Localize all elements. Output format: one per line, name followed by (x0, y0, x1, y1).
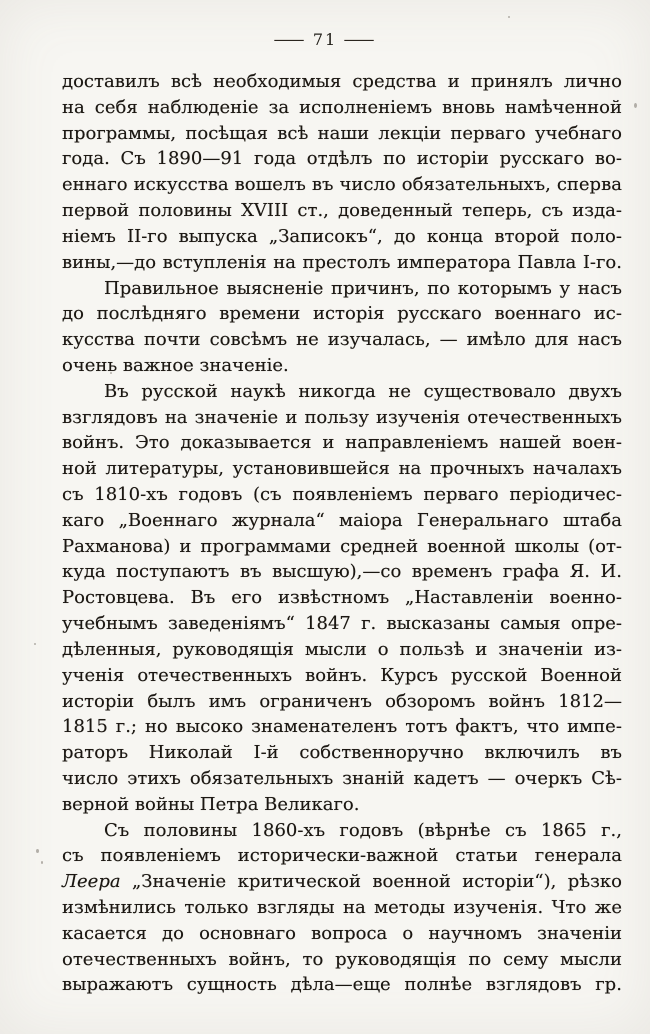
word: годовъ (339, 819, 404, 841)
word: по (468, 948, 492, 970)
word: Сѣ- (591, 767, 622, 789)
running-head (0, 30, 650, 50)
word: „Значеніе (131, 871, 227, 893)
word: временъ (411, 561, 493, 583)
word-run: верной войны Петра Великаго. (62, 793, 360, 815)
word: раторъ (62, 742, 129, 764)
word: отдѣлъ (306, 148, 373, 170)
word: времени (219, 303, 301, 325)
word: кусства (62, 329, 135, 351)
word: всѣ (170, 71, 202, 92)
word: сперва (556, 174, 622, 196)
word: значеніе (194, 406, 279, 428)
word: военно- (549, 587, 622, 609)
word: мысли (304, 638, 367, 660)
scan-speckle (34, 643, 36, 645)
paragraph (62, 278, 622, 381)
text-line (62, 871, 622, 897)
word: собственноручно (299, 742, 464, 764)
text-line (62, 200, 622, 226)
text-line (62, 665, 622, 691)
word: отечественныхъ (467, 406, 622, 428)
word: ніемъ (62, 225, 116, 247)
word: очеркъ (514, 767, 583, 789)
word: и (322, 432, 335, 454)
word: сему (502, 948, 549, 970)
word: престолъ (302, 251, 391, 273)
header-left-dash: — (272, 30, 307, 50)
word: и (475, 638, 488, 660)
word: кадетъ (413, 767, 479, 789)
text-line (62, 97, 622, 123)
word: наши (317, 122, 370, 144)
text-line (62, 226, 622, 252)
word: (от- (588, 535, 622, 557)
text-line (62, 355, 622, 381)
text-line (62, 639, 622, 665)
word: русскаго (499, 148, 585, 170)
word: половины (143, 819, 238, 841)
word: генерала (534, 845, 622, 867)
word: графа (502, 561, 560, 583)
word: воен- (572, 432, 622, 454)
word: установившейся (232, 458, 390, 480)
word: до (393, 225, 416, 247)
word: куда (62, 561, 106, 583)
word: никогда (298, 380, 376, 402)
word: высшую),—со (272, 561, 402, 583)
word: средней (340, 535, 419, 557)
text-line (62, 536, 622, 562)
word: штаба (562, 509, 622, 531)
word: въ (239, 561, 262, 583)
word: на (164, 406, 188, 428)
word: число (62, 767, 119, 789)
word: ограниченъ (259, 690, 372, 712)
word: исторія (312, 303, 385, 325)
text-line (62, 148, 622, 174)
word: высказаны (386, 613, 490, 635)
word: число (339, 174, 396, 196)
word: доведенный (338, 200, 453, 222)
word: Павла (517, 251, 577, 273)
word: по (427, 277, 451, 299)
word: военнаго (494, 303, 582, 325)
word: всѣ (277, 122, 309, 144)
word: включилъ (484, 742, 580, 764)
word: взглядовъ (485, 974, 582, 996)
word: учебнымъ (62, 613, 158, 635)
text-line (62, 845, 622, 871)
word: I-й (253, 742, 279, 764)
word: причинъ, (331, 277, 420, 299)
word: послѣдняго (96, 303, 207, 325)
word: научномъ (428, 922, 522, 944)
text-line (62, 613, 622, 639)
text-block (62, 71, 622, 1000)
word-run: очень важное значеніе. (62, 354, 289, 376)
text-line (62, 794, 622, 820)
word: перваго (423, 484, 499, 505)
word: выясненіе (226, 277, 324, 299)
word: изучалась, (327, 329, 431, 351)
word: каго (62, 509, 105, 531)
word: посѣщая (185, 122, 268, 144)
header-right-dash: — (343, 30, 378, 50)
word: Что (551, 897, 587, 918)
word: 1812— (558, 690, 622, 712)
word: маіора (339, 509, 403, 531)
word: за (268, 96, 290, 118)
word: насъ (577, 277, 622, 299)
word: намѣченной (505, 96, 622, 118)
word: ис- (593, 303, 622, 325)
word: насъ (577, 329, 622, 351)
word: о (377, 638, 389, 660)
word: пользу (304, 406, 369, 428)
word: Ростовцева. (62, 587, 175, 609)
word: Рахманова) (62, 535, 171, 557)
word: русской (450, 664, 528, 686)
word: литературы, (105, 458, 224, 480)
word: совсѣмъ (209, 329, 288, 351)
word: изученія (376, 406, 461, 428)
word: себя (94, 96, 138, 118)
word: русскаго (397, 303, 482, 325)
text-line (62, 123, 622, 149)
word: Николай (148, 742, 233, 764)
text-line (62, 949, 622, 975)
text-line (62, 561, 622, 587)
word: вступленія (162, 251, 267, 273)
word: годовъ (178, 484, 243, 505)
word: лекціи (378, 122, 442, 144)
text-line (62, 174, 622, 200)
word: извѣстномъ (278, 587, 390, 609)
word: же (594, 897, 622, 918)
word: дѣленныя, (62, 638, 162, 660)
word: „Наставленіи (405, 587, 534, 609)
word: изда- (572, 200, 622, 222)
word: обязательныхъ (189, 767, 334, 789)
word: появленіемъ (100, 845, 221, 867)
word: мысли (560, 948, 622, 970)
word: руководящія (335, 948, 457, 970)
word: Курсъ (380, 664, 438, 686)
word: не (296, 329, 319, 351)
word: съ (541, 200, 564, 222)
word: „Военнаго (118, 509, 218, 531)
text-line (62, 303, 622, 329)
scan-speckle (36, 849, 39, 853)
text-line (62, 768, 622, 794)
text-line (62, 923, 622, 949)
word: г.; (115, 716, 137, 738)
word: 1890—91 (156, 148, 244, 170)
word: до (62, 303, 84, 325)
word: ст., (297, 200, 329, 222)
word: еннаго (62, 174, 128, 196)
word: значеніи (537, 922, 622, 944)
word: Съ (104, 819, 130, 841)
text-line (62, 484, 622, 510)
word: программами (200, 535, 332, 557)
scan-speckle (634, 103, 637, 108)
word: второй (494, 225, 560, 247)
word: на (62, 96, 85, 118)
word: обязательныхъ, (401, 174, 551, 196)
word: на (342, 897, 366, 918)
word: тотъ (405, 716, 448, 738)
word: у (559, 277, 571, 299)
word: теперь, (462, 200, 533, 222)
word: И. (600, 561, 622, 583)
word: касается (62, 922, 147, 944)
paragraph (62, 820, 622, 1001)
text-line (62, 587, 622, 613)
word: и (179, 535, 192, 557)
word: (съ (253, 484, 282, 505)
word: „Записокъ“, (268, 225, 383, 247)
word: гр. (595, 974, 622, 996)
word: знаменателенъ (251, 716, 398, 738)
word: съ (505, 819, 527, 841)
word: конца (426, 225, 484, 247)
word: войнъ, (228, 948, 291, 970)
word: отечественныхъ (137, 664, 293, 686)
word: изученія. (453, 897, 544, 918)
word: — (487, 767, 506, 789)
word: Это (135, 432, 170, 454)
paragraph (62, 381, 622, 820)
word: высоко (175, 716, 244, 738)
text-line (62, 974, 622, 1000)
word: исторіи (416, 148, 489, 170)
word: руководящія (172, 638, 294, 660)
word: военной (372, 871, 451, 893)
word: г. (361, 613, 377, 635)
scan-speckle (41, 861, 43, 864)
word: Военной (540, 664, 622, 686)
word: нашей (499, 432, 562, 454)
word: 1860-хъ (251, 819, 326, 841)
word: вины,—до (62, 251, 157, 273)
word: исполненіемъ (299, 96, 433, 118)
word: почти (143, 329, 201, 351)
word: основнаго (199, 922, 296, 944)
text-line (62, 897, 622, 923)
text-line (62, 691, 622, 717)
text-line (62, 458, 622, 484)
text-line (62, 381, 622, 407)
word: то (302, 948, 324, 970)
word: до (162, 922, 184, 944)
word: Генеральнаго (416, 509, 549, 531)
word: имъ (208, 690, 247, 712)
word: сущность (186, 974, 277, 996)
word: вошелъ (234, 174, 306, 196)
word: въ (600, 742, 622, 764)
word: самыя (500, 613, 561, 635)
word: года. (62, 148, 110, 170)
word: выражаютъ (62, 974, 174, 996)
word: методы (374, 897, 445, 918)
word: дѣла—еще (290, 974, 391, 996)
word: 1810-хъ (94, 484, 168, 505)
word: 1865 (540, 819, 587, 841)
paragraph (62, 71, 622, 278)
text-line (62, 742, 622, 768)
word: только (184, 897, 249, 918)
word: наукѣ (230, 380, 286, 402)
word: принялъ (470, 71, 553, 92)
text-line (62, 820, 622, 846)
word: школы (514, 535, 580, 557)
word: I-го. (582, 251, 622, 273)
word: (вѣрнѣе (417, 819, 491, 841)
word: Въ (104, 380, 129, 402)
word: о (402, 922, 414, 944)
word: по (383, 148, 406, 170)
word: обзоромъ (385, 690, 476, 712)
word: — (439, 329, 458, 351)
text-line (62, 329, 622, 355)
text-line (62, 432, 622, 458)
word: этихъ (127, 767, 181, 789)
word: войнъ (488, 690, 545, 712)
word: выпуска (178, 225, 258, 247)
word: из- (594, 638, 622, 660)
word: двухъ (568, 380, 622, 402)
word: импе- (567, 716, 622, 738)
word: г., (601, 819, 622, 841)
word: ной (62, 458, 97, 480)
italic-word: Леера (62, 871, 121, 893)
word: русской (141, 380, 218, 402)
word: войнъ. (62, 432, 125, 454)
word: программы, (62, 122, 177, 144)
word: исторіи“), (462, 871, 557, 893)
word: но (144, 716, 168, 738)
word: и (285, 406, 298, 428)
word: фактъ, (455, 716, 519, 738)
word: появленіемъ (292, 484, 413, 505)
word: года (253, 148, 297, 170)
word: искусства (133, 174, 229, 196)
word: II-го (126, 225, 168, 247)
word: поступаютъ (116, 561, 230, 583)
word: средства (352, 71, 437, 92)
word: учебнаго (535, 122, 622, 144)
word: взгляды (256, 897, 335, 918)
scan-speckle (110, 372, 112, 374)
word: не (388, 380, 412, 402)
word: для (534, 329, 569, 351)
word: полнѣе (404, 974, 473, 996)
word: заведеніямъ“ (168, 613, 295, 635)
word: его (231, 587, 263, 609)
word: былъ (147, 690, 196, 712)
page-number: 71 (312, 30, 338, 49)
word: которымъ (457, 277, 552, 299)
word: 1847 (305, 613, 351, 635)
word: вновь (442, 96, 495, 118)
word: первой (62, 200, 130, 222)
word: во- (594, 148, 622, 170)
word: журнала“ (231, 509, 325, 531)
text-line (62, 71, 622, 97)
scan-speckle (508, 16, 510, 18)
word: имѣло (466, 329, 526, 351)
word: войнъ. (305, 664, 368, 686)
word: измѣнились (62, 897, 176, 918)
word: военной (427, 535, 506, 557)
word: рѣзко (567, 871, 622, 893)
text-line (62, 510, 622, 536)
text-line (62, 716, 622, 742)
word: на (398, 458, 422, 480)
word: Я. (569, 561, 591, 583)
word: началахъ (532, 458, 622, 480)
word: 1815 (62, 716, 108, 738)
word: исторически-важной (237, 845, 439, 867)
word: взглядовъ (62, 406, 158, 428)
word: существовало (423, 380, 556, 402)
word: необходимыя (213, 71, 342, 92)
word: критической (237, 871, 362, 893)
word: прочныхъ (429, 458, 525, 480)
word: съ (62, 484, 84, 505)
word: перваго (450, 122, 526, 144)
word: лично (563, 71, 622, 92)
word: съ (62, 845, 84, 867)
word: императора (397, 251, 511, 273)
text-line (62, 278, 622, 304)
word: въ (311, 174, 334, 196)
word: Въ (190, 587, 216, 609)
word: значеніи (498, 638, 584, 660)
word: доказывается (180, 432, 312, 454)
word: на (273, 251, 296, 273)
text-line (62, 407, 622, 433)
word: и (447, 71, 460, 92)
word: наблюденіе (147, 96, 259, 118)
word: вопроса (311, 922, 388, 944)
word: пользѣ (399, 638, 465, 660)
word: XVIII (241, 200, 289, 222)
word: Съ (120, 148, 146, 170)
word: что (526, 716, 560, 738)
word: ученія (62, 664, 125, 686)
word: знаній (342, 767, 405, 789)
word: направленіемъ (345, 432, 489, 454)
word: опре- (570, 613, 622, 635)
word: поло- (570, 225, 622, 247)
word: доставилъ (62, 71, 160, 92)
word: Правильное (104, 277, 219, 299)
word: статьи (455, 845, 518, 867)
word: половины (138, 200, 232, 222)
word: періодичес- (509, 484, 622, 505)
word: исторіи (62, 690, 135, 712)
word: отечественныхъ (62, 948, 217, 970)
text-line (62, 252, 622, 278)
